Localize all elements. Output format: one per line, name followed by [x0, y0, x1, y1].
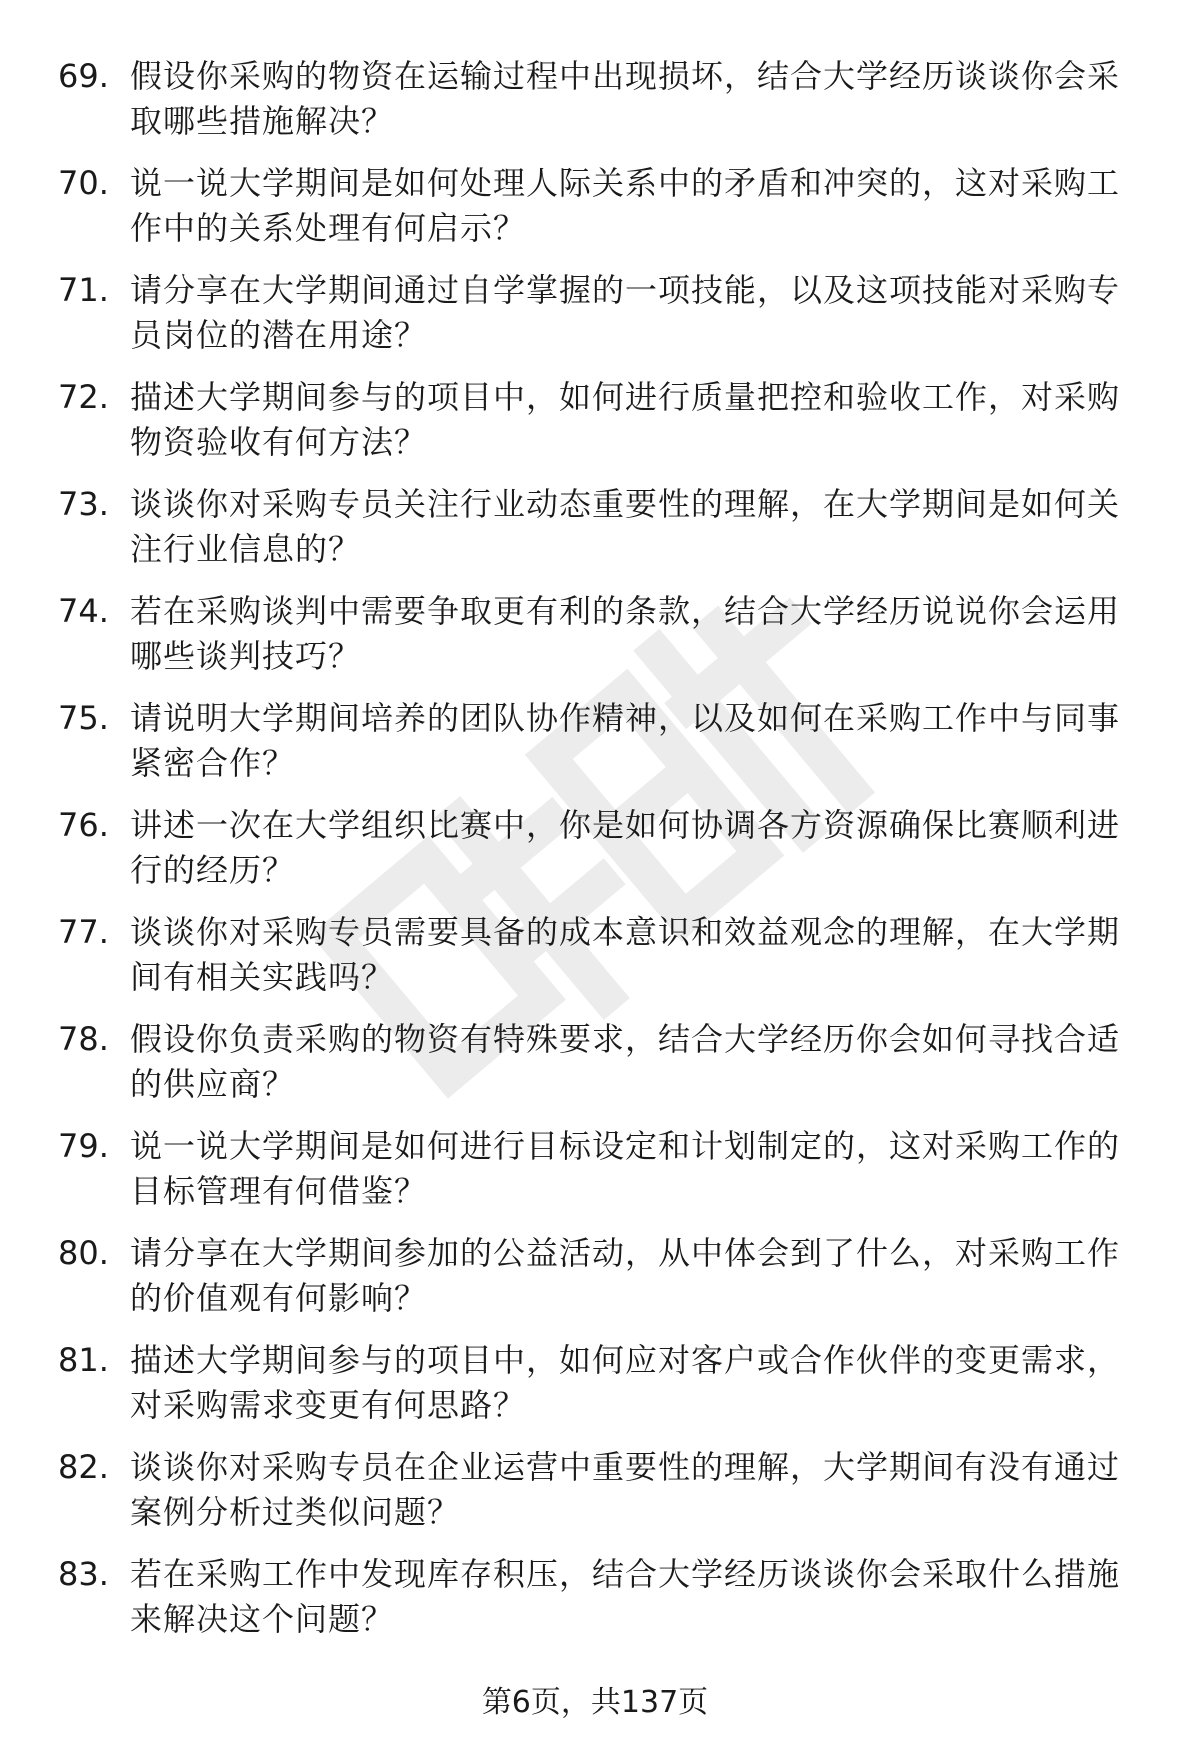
question-item [58, 375, 1148, 465]
question-item [58, 1445, 1148, 1535]
question-text: 描述大学期间参与的项目中，如何应对客户或合作伙伴的变更需求，对采购需求变更有何思路？ [130, 1341, 1121, 1424]
question-item [58, 1231, 1148, 1321]
question-item [58, 589, 1148, 679]
question-text: 讲述一次在大学组织比赛中，你是如何协调各方资源确保比赛顺利进行的经历？ [130, 806, 1121, 889]
question-text: 说一说大学期间是如何进行目标设定和计划制定的，这对采购工作的目标管理有何借鉴？ [130, 1127, 1121, 1210]
question-list [58, 54, 1148, 1659]
question-item [58, 696, 1148, 786]
question-text: 说一说大学期间是如何处理人际关系中的矛盾和冲突的，这对采购工作中的关系处理有何启示？ [130, 164, 1121, 247]
question-text: 谈谈你对采购专员在企业运营中重要性的理解，大学期间有没有通过案例分析过类似问题？ [130, 1448, 1121, 1531]
question-item [58, 1552, 1148, 1642]
question-item [58, 803, 1148, 893]
question-text: 谈谈你对采购专员需要具备的成本意识和效益观念的理解，在大学期间有相关实践吗？ [130, 913, 1121, 996]
question-number: 81. [58, 1341, 109, 1379]
question-text: 若在采购工作中发现库存积压，结合大学经历谈谈你会采取什么措施来解决这个问题？ [130, 1555, 1121, 1638]
question-text: 请说明大学期间培养的团队协作精神，以及如何在采购工作中与同事紧密合作？ [130, 699, 1121, 782]
question-text: 描述大学期间参与的项目中，如何进行质量把控和验收工作，对采购物资验收有何方法？ [130, 378, 1121, 461]
question-number: 74. [58, 592, 109, 630]
question-number: 82. [58, 1448, 109, 1486]
question-text: 假设你采购的物资在运输过程中出现损坏，结合大学经历谈谈你会采取哪些措施解决？ [130, 57, 1121, 140]
question-number: 72. [58, 378, 109, 416]
question-number: 75. [58, 699, 109, 737]
question-item [58, 910, 1148, 1000]
question-number: 80. [58, 1234, 109, 1272]
page-number-footer: 第6页，共137页 [481, 1685, 709, 1720]
question-number: 76. [58, 806, 109, 844]
question-text: 请分享在大学期间通过自学掌握的一项技能，以及这项技能对采购专员岗位的潜在用途？ [130, 271, 1121, 354]
question-number: 79. [58, 1127, 109, 1165]
question-number: 71. [58, 271, 109, 309]
question-item [58, 1017, 1148, 1107]
question-number: 83. [58, 1555, 109, 1593]
question-number: 70. [58, 164, 109, 202]
question-item [58, 161, 1148, 251]
question-item [58, 1338, 1148, 1428]
question-item [58, 1124, 1148, 1214]
question-text: 若在采购谈判中需要争取更有利的条款，结合大学经历说说你会运用哪些谈判技巧？ [130, 592, 1121, 675]
question-number: 78. [58, 1020, 109, 1058]
question-text: 假设你负责采购的物资有特殊要求，结合大学经历你会如何寻找合适的供应商？ [130, 1020, 1121, 1103]
question-text: 谈谈你对采购专员关注行业动态重要性的理解，在大学期间是如何关注行业信息的？ [130, 485, 1121, 568]
question-number: 69. [58, 57, 109, 95]
question-item [58, 268, 1148, 358]
question-item [58, 54, 1148, 144]
question-text: 请分享在大学期间参加的公益活动，从中体会到了什么，对采购工作的价值观有何影响？ [130, 1234, 1121, 1317]
question-number: 73. [58, 485, 109, 523]
question-number: 77. [58, 913, 109, 951]
question-item [58, 482, 1148, 572]
